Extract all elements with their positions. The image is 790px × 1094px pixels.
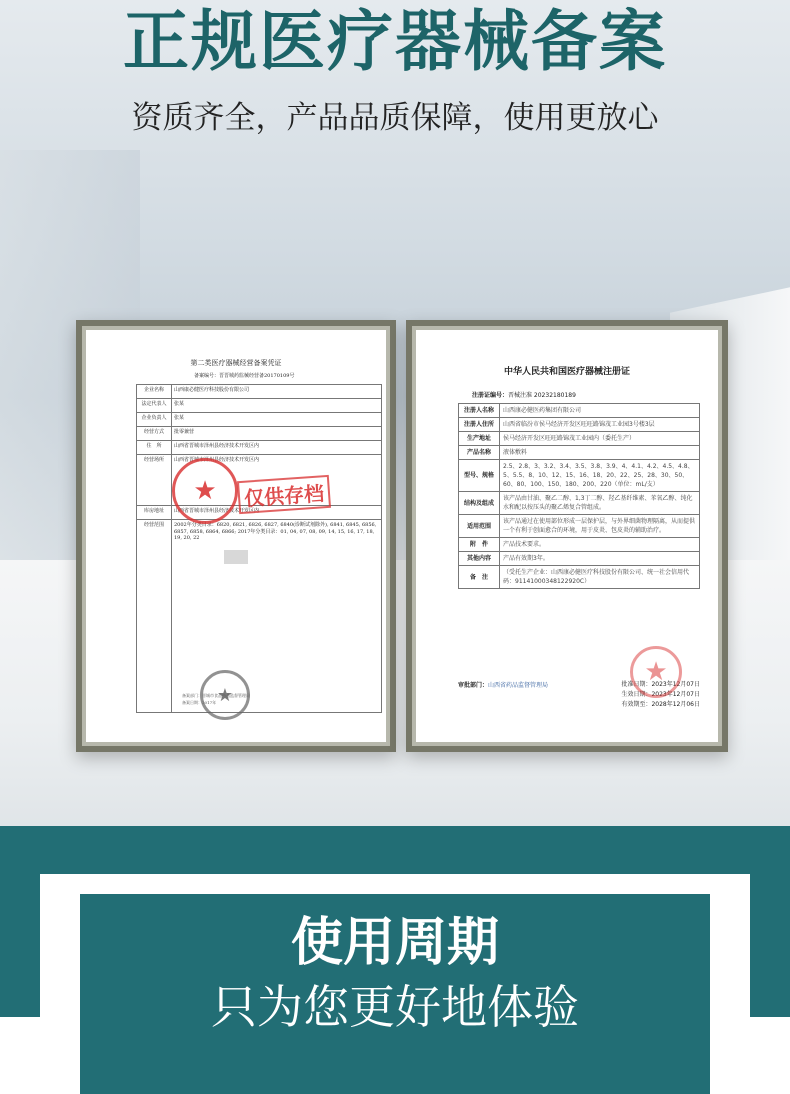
- table-row: [459, 566, 700, 589]
- row-value: 张某: [172, 399, 382, 413]
- row-value: （受托生产企业：山西康必健医疗科技股份有限公司、统一社会信用代码：91141000348122920C）: [500, 566, 700, 589]
- section-title: 使用周期: [290, 913, 499, 973]
- row-key: 经营方式: [137, 427, 172, 441]
- usage-cycle-card: [40, 874, 750, 1034]
- table-row: [459, 515, 700, 538]
- certificate-title: 第二类医疗器械经营备案凭证: [190, 359, 282, 367]
- row-key: 经营场所: [137, 455, 172, 506]
- certificate-frame-right: [406, 320, 728, 752]
- approver-label: 审批部门：: [458, 682, 489, 689]
- expiry-date: 有效期至：2028年12月06日: [621, 701, 700, 708]
- certificate-number-label: 注册证编号：: [472, 392, 509, 399]
- row-value: 山西省晋城市泽州县经济技术开发区内: [172, 441, 382, 455]
- table-row: [137, 399, 382, 413]
- row-key: 备 注: [459, 566, 500, 589]
- row-value: 山西康必健医药集团有限公司: [500, 404, 700, 418]
- row-value: 张某: [172, 413, 382, 427]
- row-value: 2.5、2.8、3、3.2、3.4、3.5、3.8、3.9、4、4.1、4.2、4.5、4.8、5、5.5、8、10、12、15、16、18、20、22、25、28、30、50、60、80、100、150、180、200、220（单位：mL/支）: [500, 460, 700, 492]
- certificate-number: [472, 390, 576, 399]
- effective-date: 生效日期：2023年12月07日: [621, 691, 700, 698]
- row-key: 经营范围: [137, 520, 172, 713]
- page-subtitle: 资质齐全，产品品质保障，使用更放心: [131, 100, 659, 136]
- row-key: 库房地址: [137, 506, 172, 520]
- row-value: 该产品由甘油、聚乙二醇、1,3丁二醇、羟乙基纤维素、苯氧乙醇、纯化水和配以按压头的聚乙烯复合管组成。: [500, 492, 700, 515]
- red-seal-stamp: ★: [172, 458, 238, 524]
- row-value: 山西康必健医疗科技股份有限公司: [172, 385, 382, 399]
- certificate-title: 中华人民共和国医疗器械注册证: [503, 367, 630, 377]
- row-key: 型号、规格: [459, 460, 500, 492]
- row-key: 注册人住所: [459, 418, 500, 432]
- row-key: 注册人名称: [459, 404, 500, 418]
- table-row: [459, 404, 700, 418]
- table-row: [459, 446, 700, 460]
- certificate-number-value: 晋械注准 20232180189: [508, 392, 576, 399]
- row-key: 附 件: [459, 538, 500, 552]
- row-key: 适用范围: [459, 515, 500, 538]
- row-value: 侯马经济开发区旺旺路锦茂工业园内（委托生产）: [500, 432, 700, 446]
- section-subtitle: 只为您更好地体验: [211, 980, 579, 1034]
- row-key: 生产地址: [459, 432, 500, 446]
- certificate-table: [136, 384, 382, 713]
- approver-value: 山西省药品监督管理局: [488, 682, 549, 689]
- approver: [458, 680, 548, 689]
- row-key: 企业负责人: [137, 413, 172, 427]
- approval-date: 批准日期：2023年12月07日: [621, 681, 700, 688]
- certificate-footer: 备案部门：晋城市食品药品监督管理局 备案日期：2017年: [182, 693, 250, 705]
- row-key: 产品名称: [459, 446, 500, 460]
- table-row: [137, 441, 382, 455]
- table-row: [459, 492, 700, 515]
- certificate-number: 备案编号：晋晋城药监械经营备20170109号: [194, 373, 295, 379]
- filing-certificate: [86, 330, 386, 742]
- row-key: 结构及组成: [459, 492, 500, 515]
- table-row: [137, 385, 382, 399]
- table-row: [459, 552, 700, 566]
- red-seal-stamp: ★: [630, 646, 682, 698]
- row-value: 山西省临汾市侯马经济开发区旺旺路锦茂工业园3号楼3层: [500, 418, 700, 432]
- table-row: [459, 538, 700, 552]
- row-value: 2002年分类目录：6820, 6821, 6826, 6827, 6840(诊断试剂除外), 6841, 6845, 6856, 6857, 6858, 6864, 6866; 2017年分类目录：01, 04, 07, 08, 09, 14, 15, 16, 17, 18, 19, 20, 22: [172, 520, 382, 713]
- row-value: 该产品通过在使用部位形成一层保护层，与外界细菌物理隔离，从而提供一个有利于创面愈合的环境，用于皮炎、包皮炎的辅助治疗。: [500, 515, 700, 538]
- page-title: 正规医疗器械备案: [123, 3, 667, 80]
- row-value: 产品有效期3年。: [500, 552, 700, 566]
- certificate-table: [458, 403, 700, 589]
- table-row: [137, 413, 382, 427]
- row-value: 产品技术要求。: [500, 538, 700, 552]
- registration-certificate: [416, 330, 718, 742]
- row-key: 其他内容: [459, 552, 500, 566]
- row-value: 山西省晋城市泽州县经济技术开发区内: [172, 506, 382, 520]
- certificate-frame-left: [76, 320, 396, 752]
- table-row: [459, 418, 700, 432]
- row-key: 住 所: [137, 441, 172, 455]
- table-row: [137, 427, 382, 441]
- table-row: [459, 460, 700, 492]
- usage-cycle-section: [0, 826, 790, 1034]
- row-key: 企业名称: [137, 385, 172, 399]
- row-key: 法定代表人: [137, 399, 172, 413]
- table-row: [459, 432, 700, 446]
- table-row: [137, 520, 382, 713]
- row-value: 批零兼营: [172, 427, 382, 441]
- row-value: 液体敷料: [500, 446, 700, 460]
- watermark-stamp: 仅供存档: [237, 475, 331, 514]
- gray-seal-stamp: ★: [200, 670, 250, 720]
- redacted-block: [224, 550, 248, 564]
- row-value: 山西省晋城市泽州县经济技术开发区内: [172, 455, 382, 506]
